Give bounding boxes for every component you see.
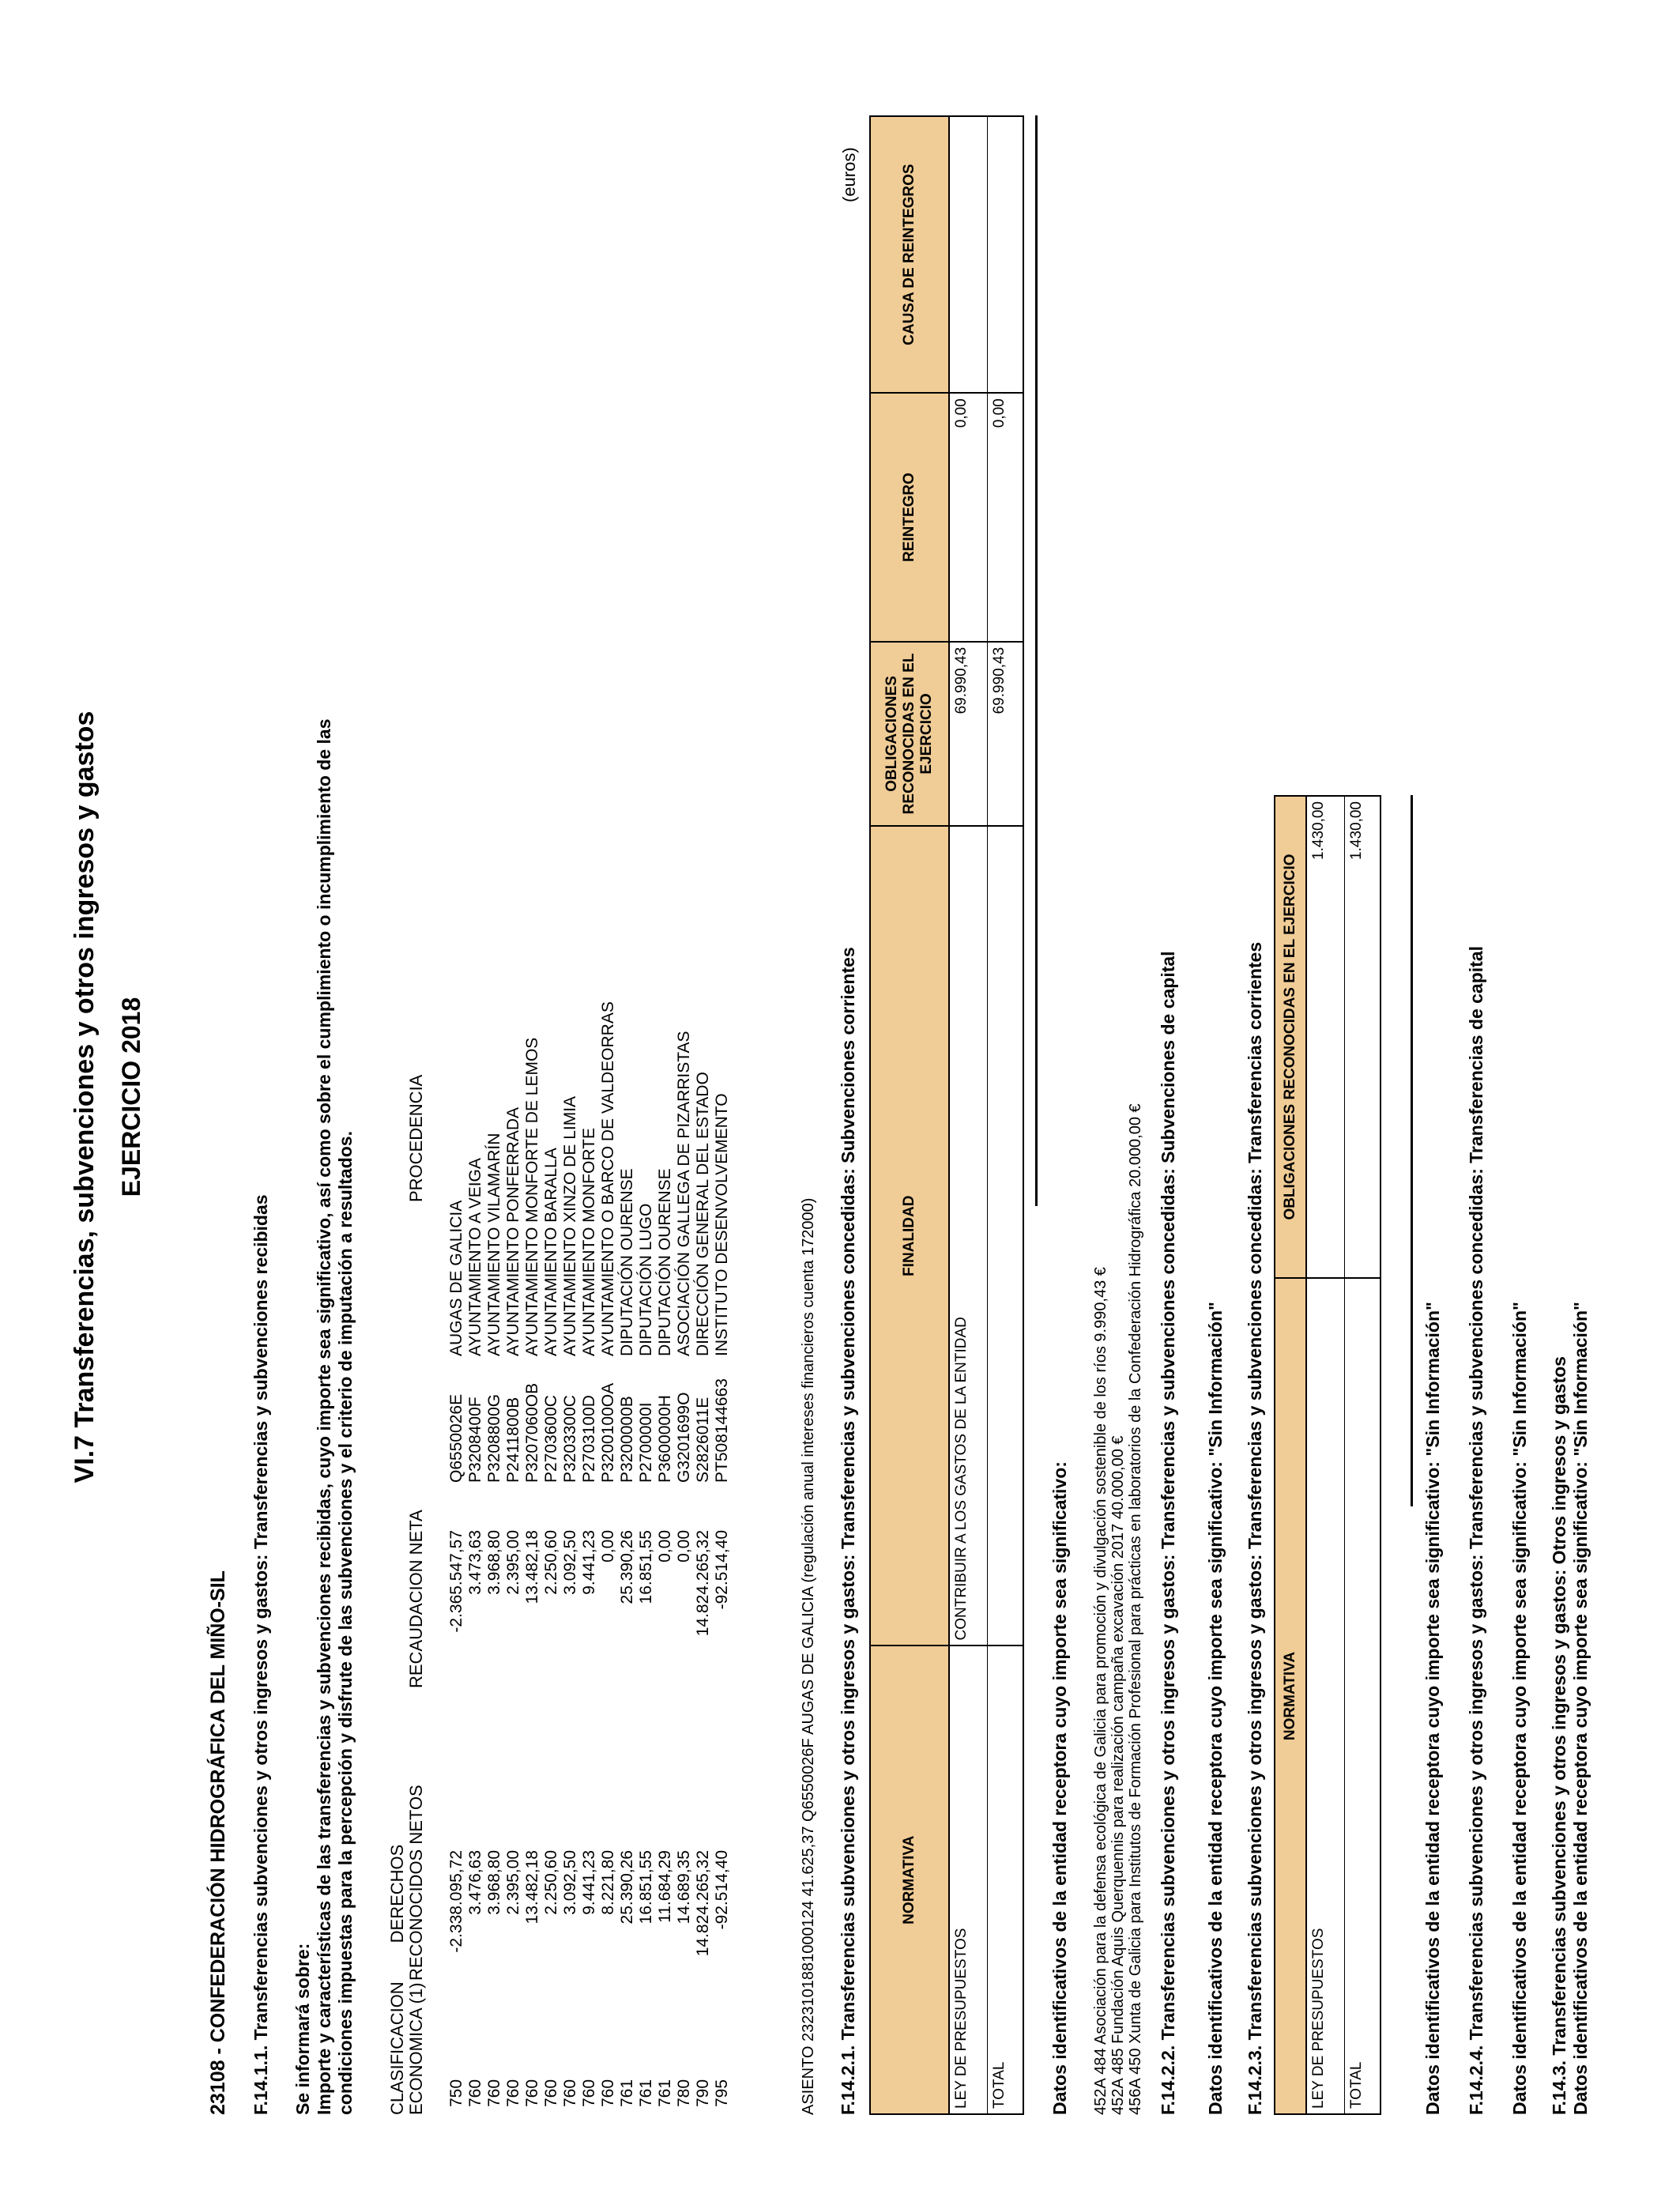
- list-item: AYUNTAMIENTO PONFERRADA: [504, 1106, 522, 1356]
- list-item: P3200100OA: [599, 1382, 617, 1483]
- list-item: 3.476,63: [466, 1850, 484, 1915]
- list-item: P3600000H: [656, 1395, 674, 1483]
- list-item: 14.689,35: [675, 1850, 693, 1924]
- col-header-obligaciones: OBLIGACIONES RECONOCIDAS EN EL EJERCICIO: [1275, 796, 1306, 1278]
- list-item: 760: [580, 2079, 598, 2107]
- list-item: PT508144663: [713, 1378, 731, 1483]
- f1411-heading: F.14.1.1. Transferencias subvenciones y otros ingresos y gastos: Transferencias y subvenciones recibidas: [250, 1194, 271, 2115]
- table-cell: 69.990,43: [949, 642, 987, 826]
- table-cell: TOTAL: [1344, 1278, 1381, 2114]
- list-item: 790: [694, 2079, 712, 2107]
- col-clasif-header-2: ECONOMICA (1): [406, 1982, 426, 2115]
- list-item: 760: [504, 2079, 522, 2107]
- f1423-table: [1274, 795, 1381, 2115]
- f1421-receptora-heading: Datos identificativos de la entidad receptora cuyo importe sea significativo:: [1049, 1461, 1070, 2115]
- list-item: -2.365.547,57: [447, 1530, 465, 1633]
- list-item: AYUNTAMIENTO BARALLA: [542, 1148, 560, 1356]
- f1423-heading: F.14.2.3. Transferencias subvenciones y otros ingresos y gastos: Transferencias y subvenciones concedidas: Transferencias corrientes: [1245, 941, 1265, 2115]
- list-item: 761: [618, 2079, 636, 2107]
- divider-line: [1411, 795, 1413, 1506]
- list-item: AYUNTAMIENTO A VEIGA: [466, 1158, 484, 1356]
- list-item: INSTITUTO DESENVOLVEMENTO: [713, 1093, 731, 1356]
- f143-heading: F.14.3. Transferencias subvenciones y otros ingresos y gastos: Otros ingresos y gastos: [1549, 1356, 1569, 2115]
- f1422-receptora: Datos identificativos de la entidad receptora cuyo importe sea significativo: "Sin Información": [1205, 1302, 1226, 2115]
- divider-line: [1035, 115, 1038, 1206]
- list-item: 16.851,55: [637, 1850, 655, 1924]
- col-derechos-values: [447, 1850, 732, 2012]
- col-recaudacion-header: RECAUDACION NETA: [406, 1510, 426, 1688]
- list-item: 2.395,00: [504, 1530, 522, 1595]
- table-cell: [987, 826, 1023, 1646]
- table-cell: CONTRIBUIR A LOS GASTOS DE LA ENTIDAD: [949, 826, 987, 1646]
- list-item: 14.824.265,32: [694, 1530, 712, 1637]
- receptora-line: 452A 485 Fundación Aquis Querquennis para realización campaña excavación 2017 40.000,00 €: [1109, 1435, 1127, 2115]
- f143-receptora: Datos identificativos de la entidad receptora cuyo importe sea significativo: "Sin Información": [1570, 1302, 1591, 2115]
- page-title: VI.7 Transferencias, subvenciones y otros ingresos y gastos: [70, 711, 100, 1483]
- list-item: P3200000B: [618, 1396, 636, 1483]
- list-item: AYUNTAMIENTO MONFORTE DE LEMOS: [523, 1037, 541, 1356]
- f1421-heading: F.14.2.1. Transferencias subvenciones y otros ingresos y gastos: Transferencias y subvenciones concedidas: Subvenciones corrientes: [838, 947, 858, 2115]
- list-item: AYUNTAMIENTO MONFORTE: [580, 1128, 598, 1356]
- table-cell: 0,00: [987, 393, 1023, 642]
- table-cell: LEY DE PRESUPUESTOS: [1306, 1278, 1344, 2114]
- table-cell: 1.430,00: [1306, 796, 1344, 1278]
- list-item: AYUNTAMIENTO O BARCO DE VALDEORRAS: [599, 1001, 617, 1356]
- list-item: DIPUTACIÓN OURENSE: [656, 1168, 674, 1356]
- f1424-receptora: Datos identificativos de la entidad receptora cuyo importe sea significativo: "Sin Información": [1509, 1302, 1530, 2115]
- f1423-receptora: Datos identificativos de la entidad receptora cuyo importe sea significativo: "Sin Información": [1422, 1302, 1443, 2115]
- table-row: [1344, 796, 1381, 2114]
- list-item: 761: [656, 2079, 674, 2107]
- list-item: 761: [637, 2079, 655, 2107]
- list-item: 0,00: [599, 1530, 617, 1563]
- list-item: 2.250,60: [542, 1850, 560, 1915]
- list-item: P2703600C: [542, 1395, 560, 1483]
- list-item: P3203300C: [561, 1395, 579, 1483]
- list-item: 3.473,63: [466, 1530, 484, 1595]
- list-item: 11.684,29: [656, 1850, 674, 1923]
- f1411-inform-line1: Importe y características de las transferencias y subvenciones recibidas, cuyo importe sea significativo, así como sobre el cumplimiento o incumplimiento de las: [314, 718, 334, 2115]
- entity-heading: 23108 - CONFEDERACIÓN HIDROGRÁFICA DEL MIÑO-SIL: [207, 1570, 229, 2115]
- list-item: 25.390,26: [618, 1850, 636, 1924]
- col-header-finalidad: FINALIDAD: [870, 826, 949, 1646]
- f1424-heading: F.14.2.4. Transferencias subvenciones y otros ingresos y gastos: Transferencias y subvenciones concedidas: Transferencias de capital: [1466, 945, 1486, 2115]
- list-item: 760: [523, 2079, 541, 2107]
- list-item: 3.092,50: [561, 1530, 579, 1595]
- table-cell: [987, 116, 1023, 393]
- table-cell: 0,00: [949, 393, 987, 642]
- list-item: P3208800G: [485, 1393, 503, 1483]
- list-item: DIRECCIÓN GENERAL DEL ESTADO: [694, 1072, 712, 1356]
- list-item: -2.338.095,72: [447, 1850, 465, 1953]
- col-header-normativa: NORMATIVA: [870, 1646, 949, 2114]
- f1422-heading: F.14.2.2. Transferencias subvenciones y otros ingresos y gastos: Transferencias y subvenciones concedidas: Subvenciones de capital: [1158, 951, 1178, 2115]
- f1411-inform-line2: condiciones impuestas para la percepción y disfrute de las subvenciones y el criterio de imputación a resultados.: [335, 1131, 356, 2115]
- list-item: 750: [447, 2079, 465, 2107]
- col-procedencia-values: [447, 914, 732, 1356]
- list-item: 13.482,18: [523, 1850, 541, 1924]
- list-item: Q6550026E: [447, 1393, 465, 1483]
- table-row: [949, 116, 987, 2114]
- list-item: 25.390,26: [618, 1530, 636, 1604]
- list-item: DIPUTACIÓN LUGO: [637, 1203, 655, 1356]
- list-item: 3.092,50: [561, 1850, 579, 1915]
- list-item: AYUNTAMIENTO XINZO DE LIMIA: [561, 1095, 579, 1356]
- f1411-inform-label: Se informará sobre:: [292, 1943, 313, 2115]
- receptora-line: 452A 484 Asociación para la defensa ecológica de Galicia para promoción y divulgación sostenible de los ríos 9.990,43 €: [1092, 1267, 1109, 2115]
- list-item: 2.250,60: [542, 1530, 560, 1595]
- col-derechos-header-1: DERECHOS: [387, 1844, 407, 1943]
- list-item: 3.968,80: [485, 1530, 503, 1595]
- list-item: 760: [485, 2079, 503, 2107]
- list-item: G3201699O: [675, 1392, 693, 1483]
- col-clasif-header-1: CLASIFICACION: [387, 1981, 407, 2115]
- list-item: 8.221,80: [599, 1850, 617, 1915]
- table-cell: TOTAL: [987, 1646, 1023, 2114]
- col-derechos-header-2: RECONOCIDOS NETOS: [406, 1785, 426, 1981]
- list-item: 0,00: [675, 1530, 693, 1563]
- f1421-table: [869, 115, 1024, 2115]
- list-item: 760: [466, 2079, 484, 2107]
- units-label: (euros): [839, 147, 859, 202]
- list-item: 760: [542, 2079, 560, 2107]
- list-item: 9.441,23: [580, 1850, 598, 1915]
- list-item: AUGAS DE GALICIA: [447, 1200, 465, 1356]
- list-item: -92.514,40: [713, 1530, 731, 1610]
- col-header-obligaciones: OBLIGACIONES RECONOCIDAS EN EL EJERCICIO: [870, 642, 949, 826]
- col-procedencia-header: PROCEDENCIA: [406, 1074, 426, 1202]
- list-item: P3208400F: [466, 1397, 484, 1483]
- table-cell: 69.990,43: [987, 642, 1023, 826]
- list-item: 760: [561, 2079, 579, 2107]
- list-item: 0,00: [656, 1530, 674, 1563]
- table-row: [987, 116, 1023, 2114]
- list-item: P2700000I: [637, 1402, 655, 1483]
- list-item: P2411800B: [504, 1397, 522, 1483]
- list-item: 760: [599, 2079, 617, 2107]
- list-item: 2.395,00: [504, 1850, 522, 1915]
- list-item: P3207060OB: [523, 1382, 541, 1483]
- col-header-causa: CAUSA DE REINTEGROS: [870, 116, 949, 393]
- col-nif-values: [447, 1364, 732, 1483]
- list-item: DIPUTACIÓN OURENSE: [618, 1168, 636, 1356]
- col-header-reintegro: REINTEGRO: [870, 393, 949, 642]
- col-header-normativa: NORMATIVA: [1275, 1278, 1306, 2114]
- list-item: 780: [675, 2079, 693, 2107]
- table-cell: LEY DE PRESUPUESTOS: [949, 1646, 987, 2114]
- table-row: [1306, 796, 1344, 2114]
- list-item: 16.851,55: [637, 1530, 655, 1604]
- list-item: P2703100D: [580, 1395, 598, 1483]
- list-item: 795: [713, 2079, 731, 2107]
- list-item: ASOCIACIÓN GALLEGA DE PIZARRISTAS: [675, 1031, 693, 1356]
- list-item: AYUNTAMIENTO VILAMARÍN: [485, 1133, 503, 1356]
- col-recaudacion-values: [447, 1530, 732, 1720]
- list-item: -92.514,40: [713, 1850, 731, 1930]
- list-item: 3.968,80: [485, 1850, 503, 1915]
- table-cell: 1.430,00: [1344, 796, 1381, 1278]
- table-cell: [949, 116, 987, 393]
- page-subtitle: EJERCICIO 2018: [117, 997, 145, 1197]
- list-item: S2826011E: [694, 1397, 712, 1483]
- list-item: 13.482,18: [523, 1530, 541, 1604]
- asiento-note: ASIENTO 2323101881000124 41.625,37 Q6550026F AUGAS DE GALICIA (regulación anual intereses financieros cuenta 172000): [800, 1197, 817, 2115]
- receptora-line: 456A 450 Xunta de Galicia para Institutos de Formación Profesional para prácticas en laboratorios de la Confederación Hidrográfica 20.000,00 €: [1127, 1103, 1144, 2115]
- col-clasif-values: [447, 2060, 732, 2107]
- list-item: 9.441,23: [580, 1530, 598, 1595]
- list-item: 14.824.265,32: [694, 1850, 712, 1957]
